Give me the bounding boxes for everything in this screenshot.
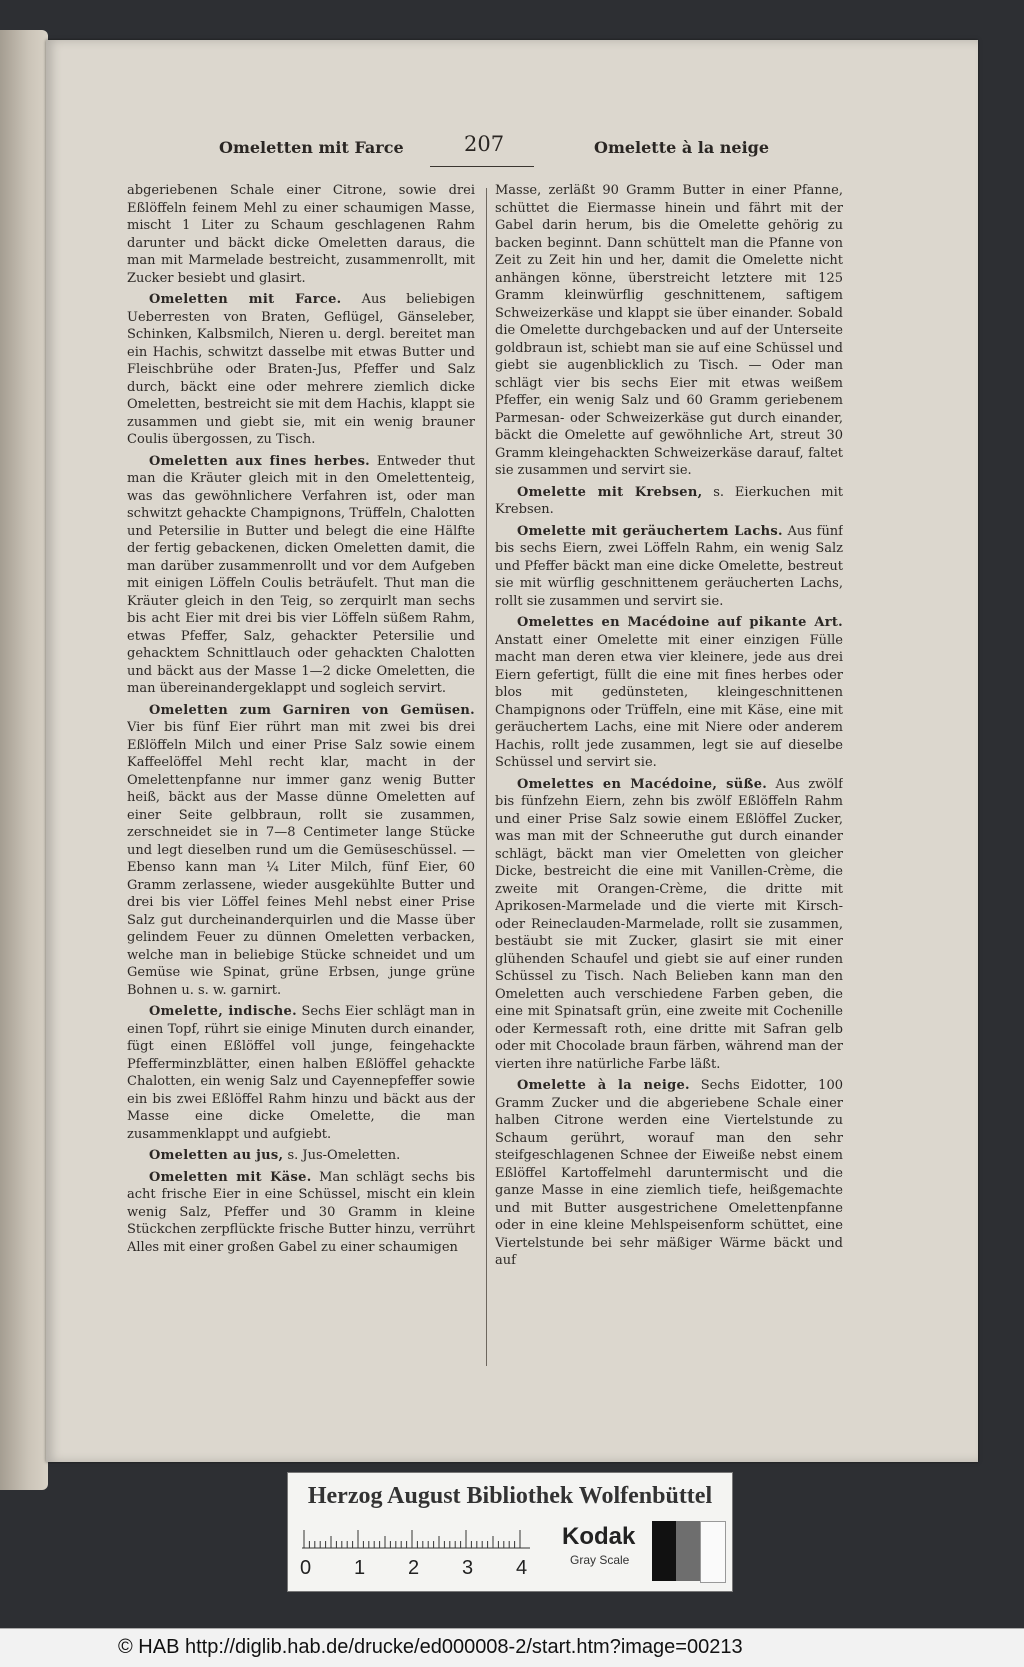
article-paragraph	[127, 453, 475, 698]
right-column	[495, 182, 843, 1362]
ruler-ticks	[304, 1530, 520, 1548]
article-text: s. Eierkuchen mit Krebsen.	[495, 484, 843, 517]
article-paragraph	[495, 484, 843, 519]
article-paragraph	[127, 1147, 475, 1165]
article-paragraph	[495, 523, 843, 611]
article-paragraph	[127, 182, 475, 287]
article-title: Omeletten zum Garniren von Gemüsen.	[149, 702, 475, 718]
article-paragraph	[495, 1077, 843, 1270]
header-rule	[430, 166, 534, 167]
article-text: Aus zwölf bis fünfzehn Eiern, zehn bis zwölf Eßlöffeln Rahm und einer Prise Salz sowie einem Eßlöffel Zucker, was man mit der Schneeruthe gut durch einander schlägt, bäckt man vier Omeletten von gleicher Dicke, bestreicht die eine mit Vanillen-Crème, die zweite mit Orangen-Crème, die dritte mit Aprikosen-Marmelade und die vierte mit Kirsch- oder Reineclauden-Marmelade, rollt sie zusammen, bestäubt sie mit Zucker, glasirt sie mit einer glühenden Schaufel und giebt sie auf einer runden Schüssel zu Tisch. Nach Belieben kann man den Omeletten auch verschiedene Farben geben, die eine mit Spinatsaft grün, eine zweite mit Cochenille oder Kermessaft roth, eine dritte mit Safran gelb oder mit Chocolade braun färben, während man der vierten ihre natürliche Farbe läßt.	[495, 776, 843, 1072]
scale-number: 3	[462, 1557, 474, 1579]
article-title: Omelette à la neige.	[517, 1078, 690, 1093]
article-text: s. Jus-Omeletten.	[287, 1148, 401, 1163]
article-title: Omelette mit geräuchertem Lachs.	[517, 523, 783, 539]
article-title: Omelettes en Macédoine auf pikante Art.	[517, 615, 843, 630]
article-text: Aus fünf bis sechs Eiern, zwei Löffeln Rahm, ein wenig Salz und Pfeffer bäckt man eine dicke Omelette, bestreut sie mit würflig geschnittenem geräucherten Lachs, rollt sie zusammen und servirt sie.	[495, 523, 843, 609]
gray-scale-label: Gray Scale	[570, 1553, 630, 1567]
article-paragraph	[127, 291, 475, 449]
article-text: Man schlägt sechs bis acht frische Eier in eine Schüssel, mischt ein klein wenig Salz, Pfeffer und 30 Gramm in kleine Stückchen zerpflückte frische Butter hinzu, verrührt Alles mit einer großen Gabel zu einer schaumigen	[127, 1169, 475, 1255]
scale-number: 2	[408, 1557, 420, 1579]
color-target-card	[287, 1472, 733, 1592]
article-text: Sechs Eier schlägt man in einen Topf, rührt sie einige Minuten durch einander, fügt einen Eßlöffel voll junge, feingehackte Pfefferminzblätter, einen halben Eßlöffel gehackte Chalotten, ein wenig Salz und Cayennepfeffer sowie ein bis zwei Eßlöffel Rahm hinzu und bäckt aus der Masse eine dicke Omelette, die man zusammenklappt und aufgiebt.	[127, 1004, 475, 1142]
article-paragraph	[495, 776, 843, 1074]
article-title: Omeletten mit Farce.	[149, 292, 342, 307]
gray-patch-mid	[676, 1521, 700, 1581]
left-column	[127, 182, 475, 1362]
article-text: Entweder thut man die Kräuter gleich mit in den Omelettenteig, was das gewöhnlichere Verfahren ist, oder man schwitzt gehackte Champignons, Trüffeln, Chalotten und Petersilie in Butter und belegt die eine Hälfte der fertig gebackenen, dicken Omeletten damit, die man darüber zusammenrollt und vor dem Aufgeben mit einigen Löffeln Coulis beträufelt. Thut man die Kräuter gleich in den Teig, so zerquirlt man sechs bis acht Eier mit drei bis vier Löffeln süßem Rahm, etwas Pfeffer, Salz, gehackter Petersilie und gehacktem Schnittlauch oder gehackten Chalotten und bäckt aus der Masse 1—2 dicke Omeletten, die man übereinandergeklappt und sogleich servirt.	[127, 453, 475, 696]
article-paragraph	[127, 1003, 475, 1143]
article-text: Sechs Eidotter, 100 Gramm Zucker und die abgeriebene Schale einer halben Citrone werden eine Viertelstunde zu Schaum gerührt, worauf man den sehr steifgeschlagenen Schnee der Eiweiße nebst einem Eßlöffel Kartoffelmehl daruntermischt und die ganze Masse in eine ziemlich tiefe, heißgemachte und mit Butter ausgestrichene Omelettenpfanne oder in eine kleine Mehlspeisenform schüttet, eine Viertelstunde bei sehr mäßiger Wärme bäckt und auf	[495, 1078, 843, 1268]
institution-name: Herzog August Bibliothek Wolfenbüttel	[307, 1483, 713, 1509]
scale-number: 1	[354, 1557, 366, 1579]
article-title: Omelette, indische.	[149, 1004, 297, 1019]
article-paragraph	[127, 1169, 475, 1257]
page-number: 207	[464, 132, 505, 156]
article-paragraph	[127, 702, 475, 1000]
column-divider	[486, 188, 487, 1366]
article-text: Masse, zerläßt 90 Gramm Butter in einer Pfanne, schüttet die Eiermasse hinein und fährt mit der Gabel darin herum, bis die Omelette gehörig zu backen beginnt. Dann schüttelt man die Pfanne von Zeit zu Zeit hin und her, damit die Omelette nicht anhängen könne, überstreicht letztere mit 125 Gramm kleinwürflig geschnittenem, saftigem Schweizerkäse und klappt sie über einander. Sobald die Omelette durchgebacken und auf der Unterseite goldbraun ist, schiebt man sie auf eine Schüssel und giebt sie augenblicklich zu Tisch. — Oder man schlägt vier bis sechs Eier mit etwas weißem Pfeffer, ein wenig Salz und 60 Gramm geriebenem Parmesan- oder Schweizerkäse gut durch einander, bäckt die Omelette auf gewöhnliche Art, streut 30 Gramm kleingehackten Schweizerkäse darauf, faltet sie zusammen und servirt sie.	[495, 183, 843, 478]
article-title: Omelette mit Krebsen,	[517, 484, 703, 500]
gray-patch-white	[700, 1521, 726, 1583]
article-text: Aus beliebigen Ueberresten von Braten, Geflügel, Gänseleber, Schinken, Kalbsmilch, Nieren u. dergl. bereitet man ein Hachis, schwitzt dasselbe mit etwas Butter und Fleischbrühe oder Braten-Jus, Pfeffer und Salz durch, bäckt eine oder mehrere ziemlich dicke Omeletten, bestreicht sie mit dem Hachis, klappt sie zusammen und giebt sie, mit ein wenig brauner Coulis übergossen, zu Tisch.	[127, 292, 475, 447]
scale-number: 4	[516, 1557, 528, 1579]
article-title: Omelettes en Macédoine, süße.	[517, 776, 768, 792]
article-text: abgeriebenen Schale einer Citrone, sowie drei Eßlöffeln feinem Mehl zu einer schaumigen Masse, mischt 1 Liter zu Schaum geschlagenen Rahm darunter und bäckt dicke Omeletten daraus, die man mit Marmelade bestreicht, zusammenrollt, mit Zucker besiebt und glasirt.	[127, 183, 475, 286]
copyright-url: © HAB http://diglib.hab.de/drucke/ed000008-2/start.htm?image=00213	[118, 1636, 743, 1658]
running-head-left: Omeletten mit Farce	[219, 138, 404, 157]
running-head-right: Omelette à la neige	[594, 138, 770, 157]
book-page	[46, 40, 978, 1462]
footer-bar	[0, 1628, 1024, 1667]
kodak-logo: Kodak	[562, 1523, 636, 1550]
scale-ruler	[302, 1527, 530, 1549]
article-title: Omeletten au jus,	[149, 1148, 284, 1163]
article-paragraph	[495, 614, 843, 772]
article-title: Omeletten aux fines herbes.	[149, 453, 371, 469]
article-text: Anstatt einer Omelette mit einer einzigen Fülle macht man deren etwa vier kleinere, jede aus drei Eiern gefertigt, füllt die eine mit fines herbes oder blos mit gedünsteten, kleingeschnittenen Champignons oder Trüffeln, eine mit Käse, eine mit geräuchertem Lachs, eine mit Niere oder anderem Hachis, rollt jede zusammen, legt sie auf dieselbe Schüssel und servirt sie.	[495, 632, 843, 770]
previous-page-edge	[0, 30, 48, 1490]
article-text: Vier bis fünf Eier rührt man mit zwei bis drei Eßlöffeln Milch und einer Prise Salz sowie einem Kaffeelöffel Mehl recht klar, macht in der Omelettenpfanne nur immer ganz wenig Butter heiß, bäckt aus der Masse dünne Omeletten auf einer Seite gelbbraun, rollt sie zusammen, zerschneidet sie in 7—8 Centimeter lange Stücke und legt dieselben rund um die Gemüseschüssel. — Ebenso kann man ¼ Liter Milch, fünf Eier, 60 Gramm zerlassene, wieder ausgekühlte Butter und drei bis vier Löffel feines Mehl nebst einer Prise Salz gut durcheinanderquirlen und die Masse über gelindem Feuer zu dünnen Omeletten verbacken, welche man in beliebige Stücke schneidet und um Gemüse wie Spinat, grüne Erbsen, junge grüne Bohnen u. s. w. garnirt.	[127, 720, 475, 998]
article-paragraph	[495, 182, 843, 480]
gray-patch-black	[652, 1521, 676, 1581]
scale-number: 0	[300, 1557, 312, 1579]
article-title: Omeletten mit Käse.	[149, 1169, 312, 1185]
